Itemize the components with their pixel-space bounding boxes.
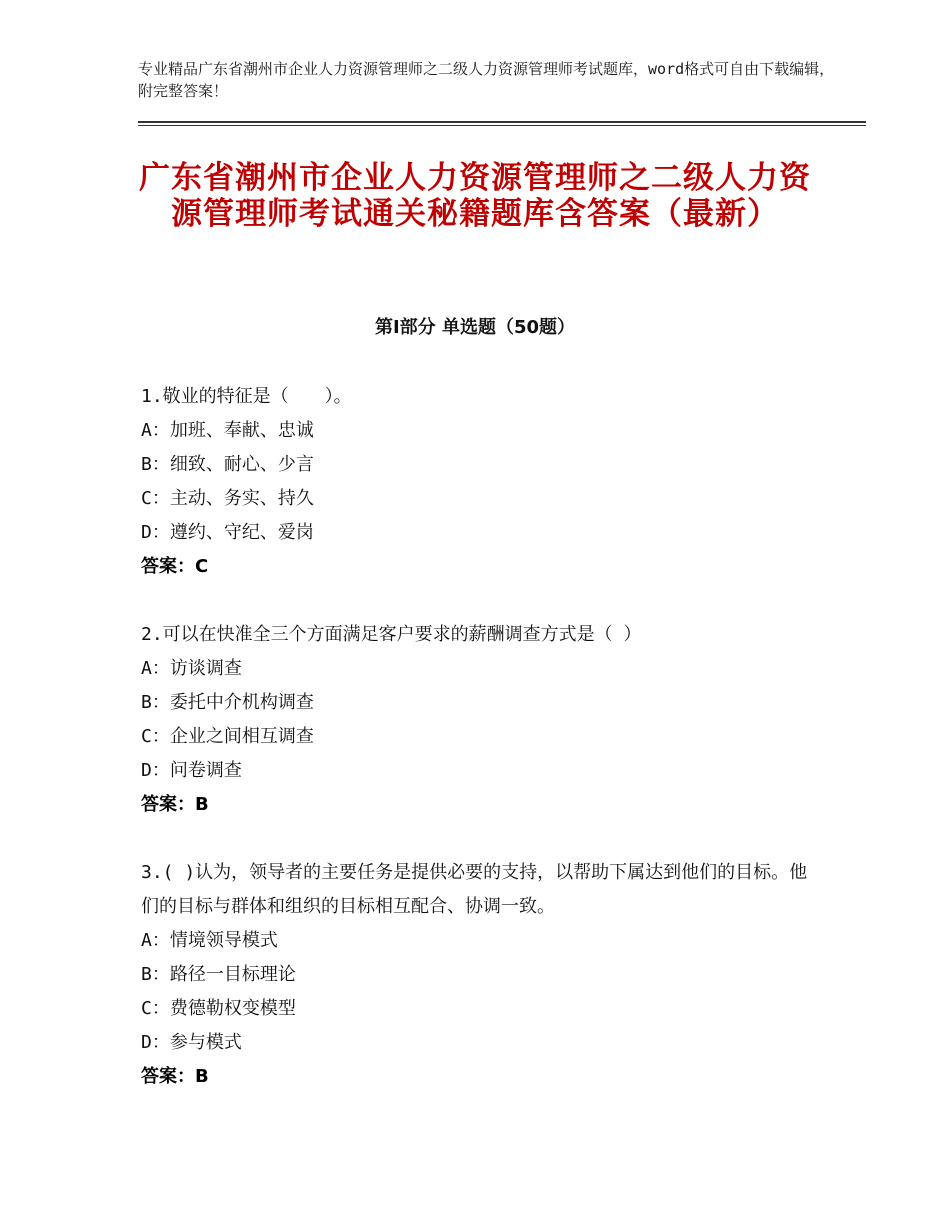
document-title: 广东省潮州市企业人力资源管理师之二级人力资源管理师考试通关秘籍题库含答案（最新） <box>139 160 811 232</box>
answer: 答案：C <box>141 556 209 577</box>
answer: 答案：B <box>141 794 209 815</box>
answer: 答案：B <box>141 1066 209 1087</box>
option-d: D：遵约、守纪、爱岗 <box>141 522 314 543</box>
option-c: C：企业之间相互调查 <box>141 726 314 747</box>
question-stem: 2.可以在快准全三个方面满足客户要求的薪酬调查方式是（ ） <box>141 624 642 645</box>
question-3 <box>141 856 821 1094</box>
option-d: D：参与模式 <box>141 1032 242 1053</box>
header-divider-thin <box>138 125 866 126</box>
option-c: C：主动、务实、持久 <box>141 488 314 509</box>
question-1 <box>141 380 821 584</box>
option-a: A：情境领导模式 <box>141 930 278 951</box>
option-c: C：费德勒权变模型 <box>141 998 296 1019</box>
header-note: 专业精品广东省潮州市企业人力资源管理师之二级人力资源管理师考试题库，word格式可自由下载编辑，附完整答案！ <box>138 60 835 100</box>
option-b: B：细致、耐心、少言 <box>141 454 314 475</box>
option-a: A：访谈调查 <box>141 658 242 679</box>
question-stem: 3.( )认为，领导者的主要任务是提供必要的支持，以帮助下属达到他们的目标。他们的目标与群体和组织的目标相互配合、协调一致。 <box>141 862 808 917</box>
option-a: A：加班、奉献、忠诚 <box>141 420 314 441</box>
question-2 <box>141 618 821 822</box>
option-b: B：路径一目标理论 <box>141 964 296 985</box>
section-title: 第Ⅰ部分 单选题（50题） <box>374 317 575 338</box>
option-b: B：委托中介机构调查 <box>141 692 314 713</box>
question-stem: 1.敬业的特征是（ ）。 <box>141 386 352 407</box>
header-divider <box>138 121 866 123</box>
option-d: D：问卷调查 <box>141 760 242 781</box>
